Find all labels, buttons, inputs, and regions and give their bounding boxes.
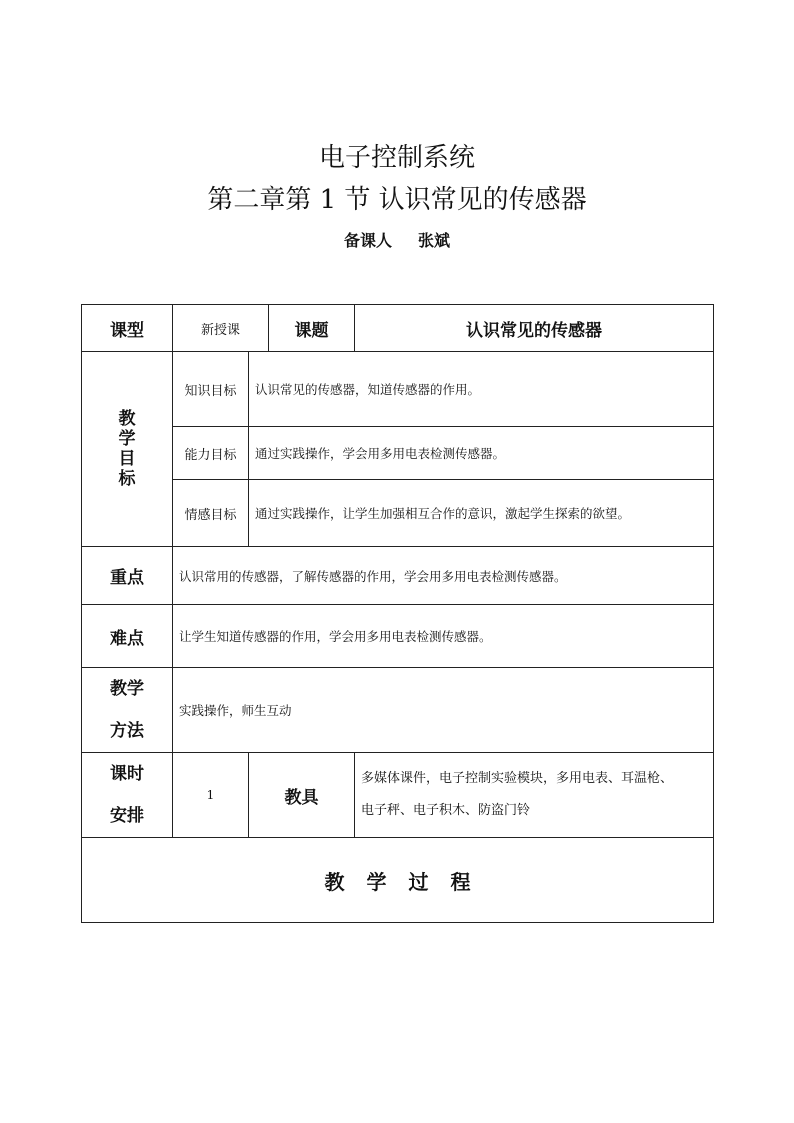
hours-row [82,753,714,838]
topic-value: 认识常见的传感器 [355,305,714,352]
course-type-value: 新授课 [173,305,269,352]
difficulty-label: 难点 [82,605,173,668]
process-row [82,838,714,923]
preparer-name: 张斌 [418,231,451,250]
goal-text-ability: 通过实践操作，学会用多用电表检测传感器。 [249,427,714,480]
tools-line: 多媒体课件，电子控制实验模块，多用电表、耳温枪、 [361,771,674,786]
method-label: 教学 方法 [82,668,173,753]
key-point-row [82,547,714,605]
lesson-subtitle: 第二章第 1 节 认识常见的传感器 [207,185,587,215]
goal-row-emotion [82,480,714,547]
preparer-line [0,228,794,254]
tools-text [355,753,714,838]
document-title: 电子控制系统 [318,143,475,173]
hours-value: 1 [173,753,249,838]
lesson-plan-table [81,304,714,923]
goal-label-ability: 能力目标 [173,427,249,480]
tools-line: 电子秤、电子积木、防盗门铃 [361,803,531,818]
goal-row-ability [82,427,714,480]
difficulty-row [82,605,714,668]
goal-label-emotion: 情感目标 [173,480,249,547]
hours-label: 课时 安排 [82,753,173,838]
goal-text-knowledge: 认识常见的传感器，知道传感器的作用。 [249,352,714,427]
method-text: 实践操作，师生互动 [173,668,714,753]
difficulty-text: 让学生知道传感器的作用，学会用多用电表检测传感器。 [173,605,714,668]
goal-text-emotion: 通过实践操作，让学生加强相互合作的意识，激起学生探索的欲望。 [249,480,714,547]
goal-row-knowledge [82,352,714,427]
header-row [82,305,714,352]
teaching-process-heading: 教 学 过 程 [82,838,714,923]
key-point-text: 认识常用的传感器，了解传感器的作用，学会用多用电表检测传感器。 [173,547,714,605]
goal-label-knowledge: 知识目标 [173,352,249,427]
method-row [82,668,714,753]
topic-label: 课题 [269,305,355,352]
teaching-goals-label: 教 学 目 标 [82,352,173,547]
key-point-label: 重点 [82,547,173,605]
preparer-label: 备课人 [343,231,392,250]
tools-label: 教具 [249,753,355,838]
course-type-label: 课型 [82,305,173,352]
